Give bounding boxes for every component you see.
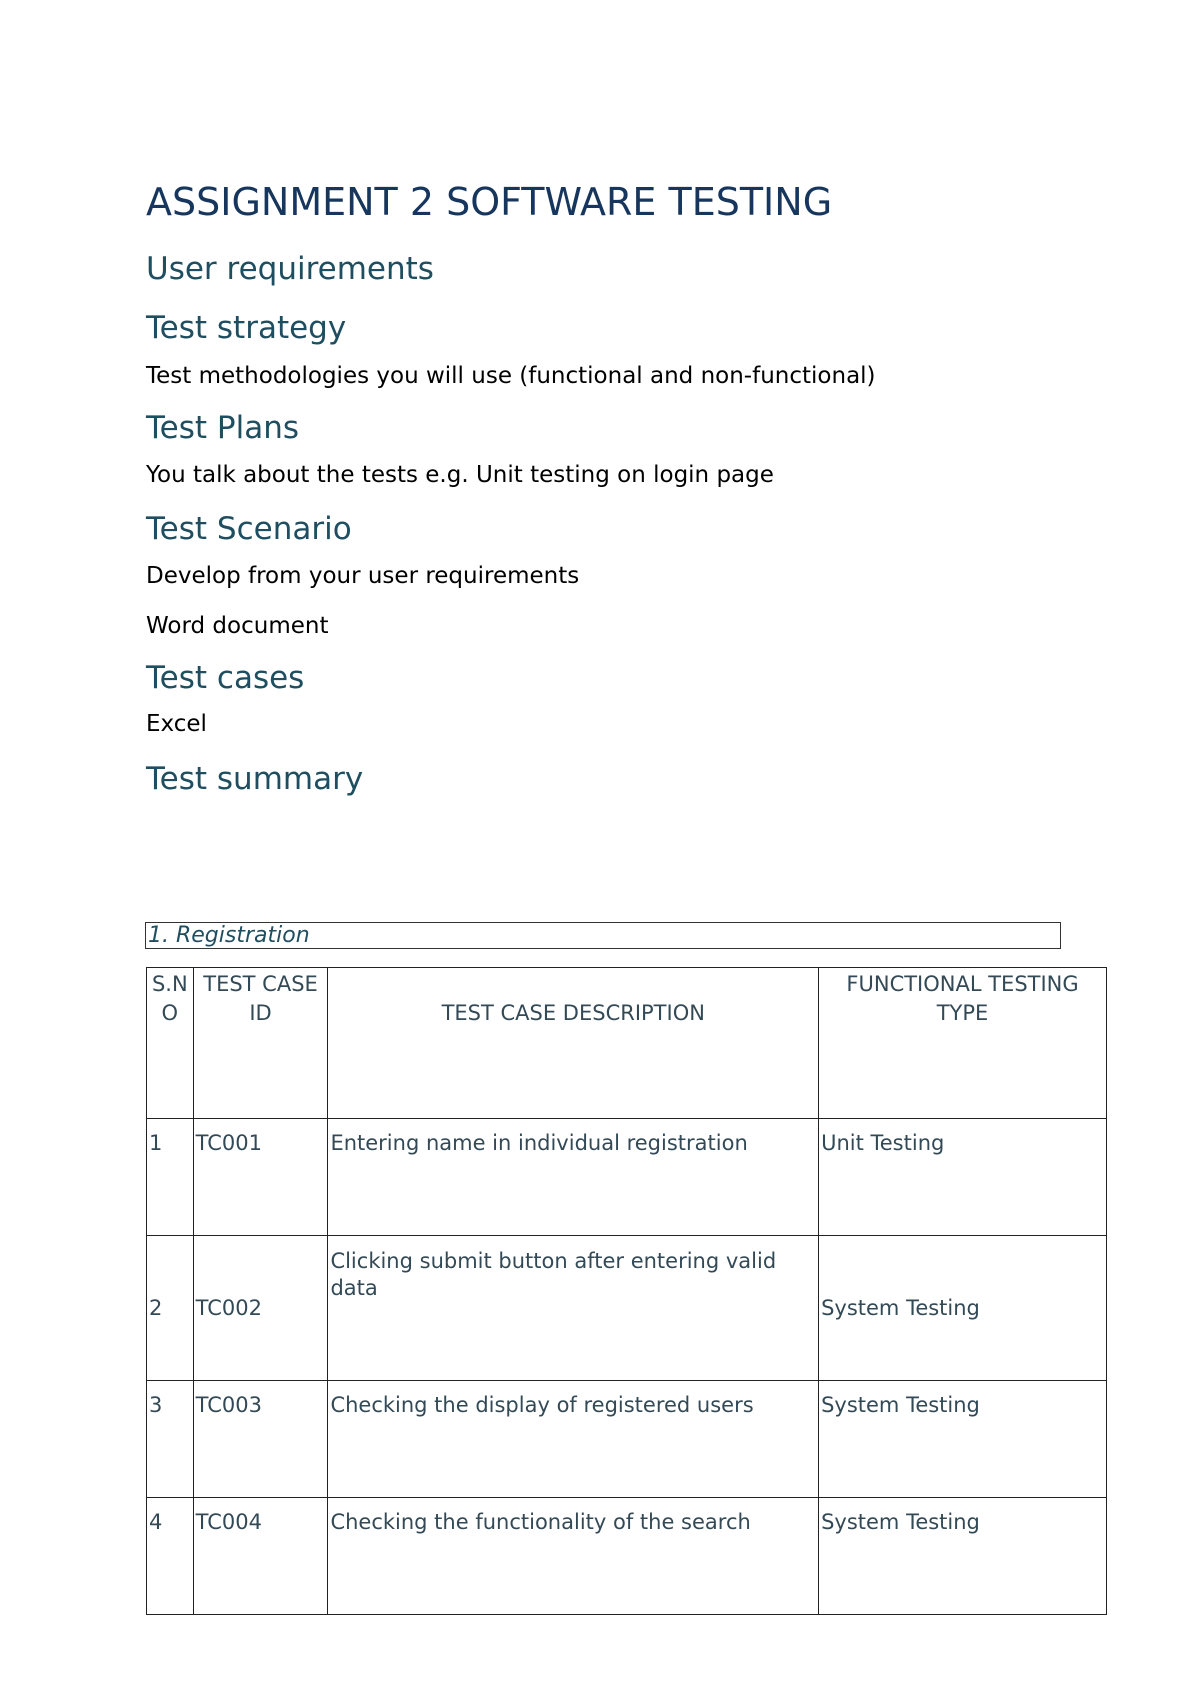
page-title: ASSIGNMENT 2 SOFTWARE TESTING	[146, 180, 833, 224]
header-sno: S.NO	[147, 968, 194, 1119]
cell-testing-type: System Testing	[819, 1236, 1107, 1381]
heading-test-summary: Test summary	[146, 761, 364, 797]
cell-test-case-id: TC004	[193, 1498, 328, 1615]
cell-description: Entering name in individual registration	[328, 1119, 819, 1236]
test-plans-text: You talk about the tests e.g. Unit testing on login page	[146, 462, 774, 488]
test-cases-text: Excel	[146, 711, 207, 737]
table-row	[147, 1119, 1107, 1236]
heading-user-requirements: User requirements	[146, 251, 434, 287]
table-row	[147, 1498, 1107, 1615]
cell-sno: 2	[147, 1236, 194, 1381]
heading-test-cases: Test cases	[146, 660, 305, 696]
header-functional-testing-type: FUNCTIONAL TESTING TYPE	[819, 968, 1107, 1119]
test-scenario-text-2: Word document	[146, 613, 329, 639]
cell-description: Checking the functionality of the search	[328, 1498, 819, 1615]
header-test-case-description: TEST CASE DESCRIPTION	[328, 968, 819, 1119]
header-test-case-id: TEST CASE ID	[193, 968, 328, 1119]
cell-description: Clicking submit button after entering valid data	[328, 1236, 819, 1381]
heading-test-strategy: Test strategy	[146, 310, 347, 346]
cell-sno: 4	[147, 1498, 194, 1615]
registration-section-label: 1. Registration	[145, 922, 1061, 949]
heading-test-plans: Test Plans	[146, 410, 300, 446]
test-strategy-text: Test methodologies you will use (functional and non-functional)	[146, 363, 876, 389]
cell-description: Checking the display of registered users	[328, 1381, 819, 1498]
cell-testing-type: Unit Testing	[819, 1119, 1107, 1236]
test-scenario-text-1: Develop from your user requirements	[146, 563, 580, 589]
cell-sno: 3	[147, 1381, 194, 1498]
heading-test-scenario: Test Scenario	[146, 511, 352, 547]
cell-test-case-id: TC001	[193, 1119, 328, 1236]
cell-testing-type: System Testing	[819, 1498, 1107, 1615]
table-header-row	[147, 968, 1107, 1119]
cell-sno: 1	[147, 1119, 194, 1236]
test-case-table	[146, 967, 1107, 1615]
cell-test-case-id: TC003	[193, 1381, 328, 1498]
cell-testing-type: System Testing	[819, 1381, 1107, 1498]
table-row	[147, 1381, 1107, 1498]
table-row	[147, 1236, 1107, 1381]
cell-test-case-id: TC002	[193, 1236, 328, 1381]
